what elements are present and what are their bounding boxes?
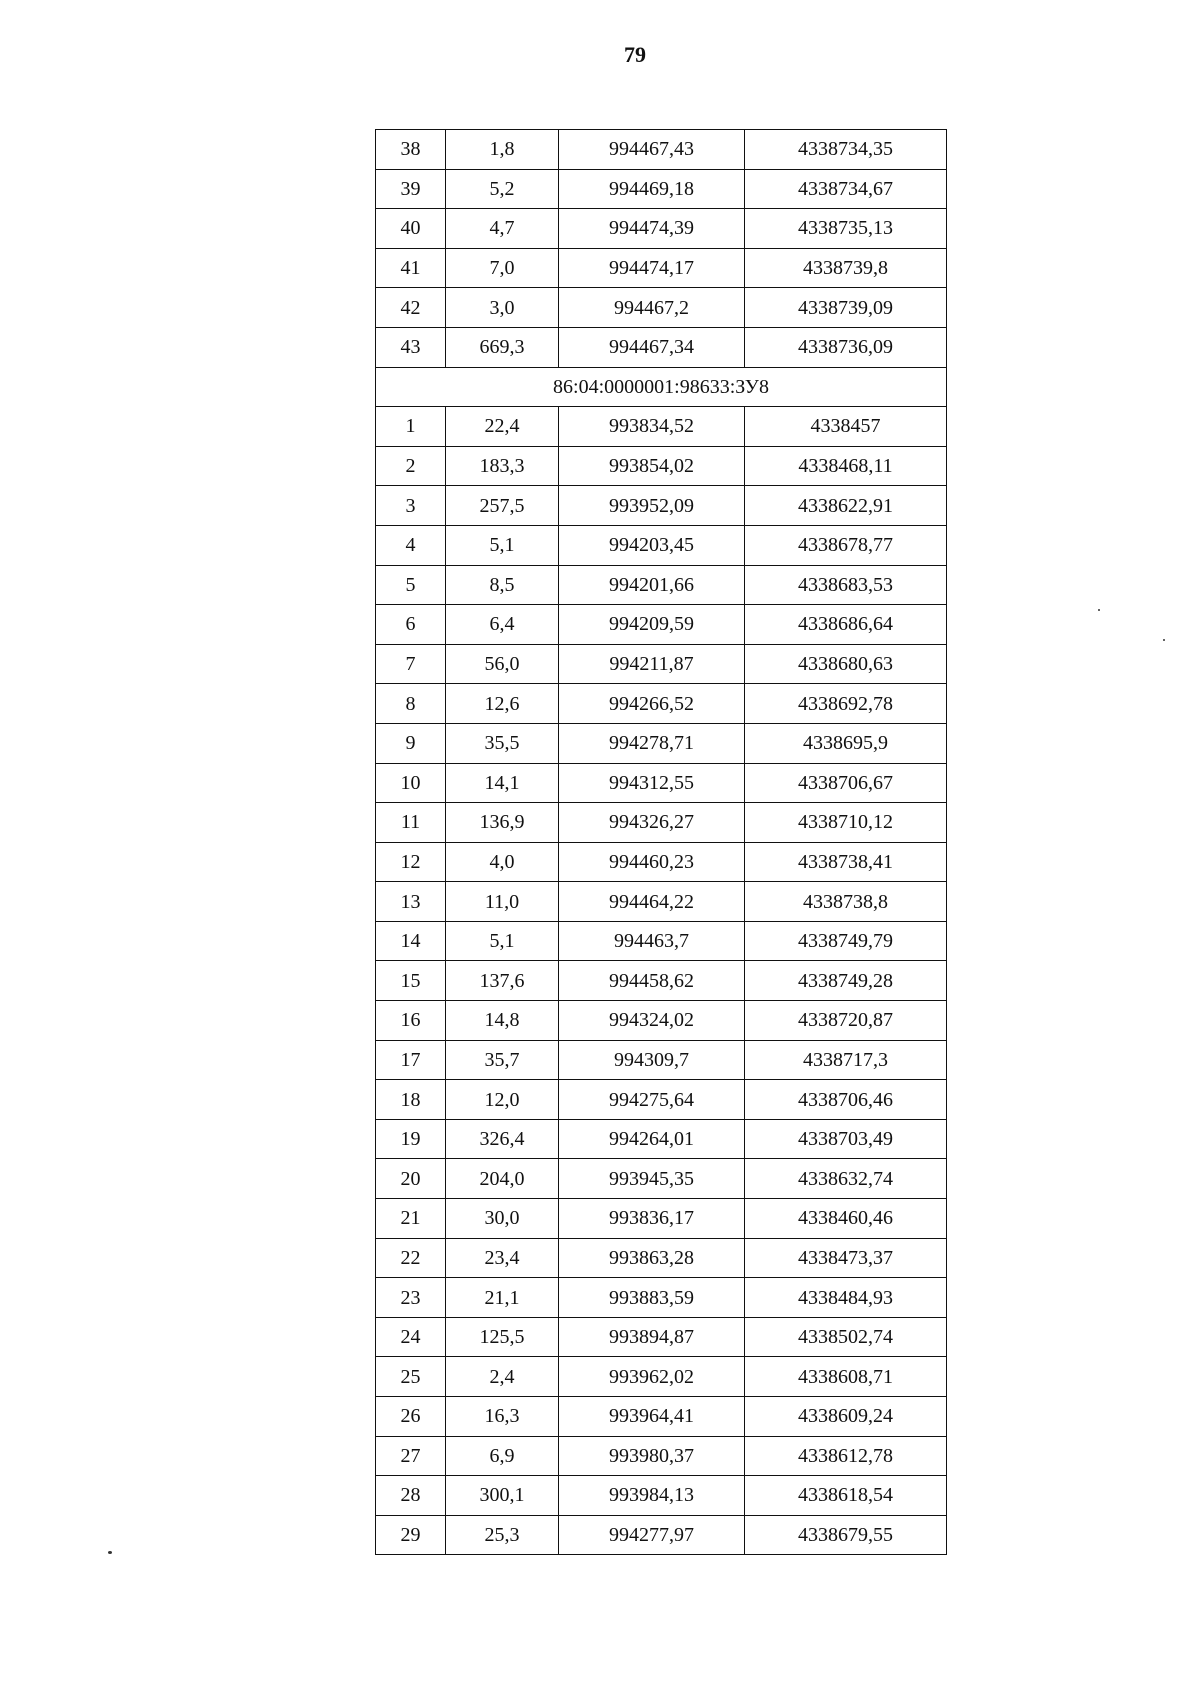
coordinates-table — [375, 129, 947, 1555]
point-number-cell: 25 — [376, 1357, 446, 1397]
point-number-cell: 3 — [376, 486, 446, 526]
y-coordinate-cell: 4338609,24 — [745, 1397, 947, 1437]
x-coordinate-cell: 994467,2 — [559, 288, 745, 328]
y-coordinate-cell: 4338618,54 — [745, 1476, 947, 1516]
y-coordinate-cell: 4338703,49 — [745, 1119, 947, 1159]
x-coordinate-cell: 994460,23 — [559, 842, 745, 882]
table-row — [376, 1159, 947, 1199]
x-coordinate-cell: 993834,52 — [559, 407, 745, 447]
x-coordinate-cell: 994211,87 — [559, 644, 745, 684]
segment-length-cell: 5,2 — [446, 169, 559, 209]
y-coordinate-cell: 4338749,79 — [745, 921, 947, 961]
y-coordinate-cell: 4338679,55 — [745, 1515, 947, 1555]
table-row — [376, 1040, 947, 1080]
segment-length-cell: 12,0 — [446, 1080, 559, 1120]
y-coordinate-cell: 4338678,77 — [745, 525, 947, 565]
x-coordinate-cell: 993962,02 — [559, 1357, 745, 1397]
segment-length-cell: 204,0 — [446, 1159, 559, 1199]
point-number-cell: 26 — [376, 1397, 446, 1437]
y-coordinate-cell: 4338739,8 — [745, 248, 947, 288]
y-coordinate-cell: 4338473,37 — [745, 1238, 947, 1278]
table-row — [376, 605, 947, 645]
y-coordinate-cell: 4338734,67 — [745, 169, 947, 209]
x-coordinate-cell: 993836,17 — [559, 1199, 745, 1239]
segment-length-cell: 5,1 — [446, 921, 559, 961]
x-coordinate-cell: 994266,52 — [559, 684, 745, 724]
point-number-cell: 20 — [376, 1159, 446, 1199]
section-header-row — [376, 367, 947, 407]
y-coordinate-cell: 4338738,41 — [745, 842, 947, 882]
x-coordinate-cell: 994467,43 — [559, 130, 745, 170]
segment-length-cell: 6,9 — [446, 1436, 559, 1476]
x-coordinate-cell: 994324,02 — [559, 1001, 745, 1041]
y-coordinate-cell: 4338484,93 — [745, 1278, 947, 1318]
table-row — [376, 763, 947, 803]
x-coordinate-cell: 993863,28 — [559, 1238, 745, 1278]
table-row — [376, 209, 947, 249]
y-coordinate-cell: 4338710,12 — [745, 803, 947, 843]
y-coordinate-cell: 4338739,09 — [745, 288, 947, 328]
x-coordinate-cell: 994463,7 — [559, 921, 745, 961]
point-number-cell: 1 — [376, 407, 446, 447]
point-number-cell: 14 — [376, 921, 446, 961]
table-row — [376, 1199, 947, 1239]
segment-length-cell: 21,1 — [446, 1278, 559, 1318]
y-coordinate-cell: 4338734,35 — [745, 130, 947, 170]
segment-length-cell: 4,7 — [446, 209, 559, 249]
point-number-cell: 39 — [376, 169, 446, 209]
table-row — [376, 1515, 947, 1555]
y-coordinate-cell: 4338683,53 — [745, 565, 947, 605]
point-number-cell: 11 — [376, 803, 446, 843]
y-coordinate-cell: 4338686,64 — [745, 605, 947, 645]
table-row — [376, 644, 947, 684]
segment-length-cell: 14,1 — [446, 763, 559, 803]
point-number-cell: 12 — [376, 842, 446, 882]
x-coordinate-cell: 994275,64 — [559, 1080, 745, 1120]
point-number-cell: 29 — [376, 1515, 446, 1555]
point-number-cell: 17 — [376, 1040, 446, 1080]
x-coordinate-cell: 993964,41 — [559, 1397, 745, 1437]
table-row — [376, 1357, 947, 1397]
point-number-cell: 13 — [376, 882, 446, 922]
point-number-cell: 6 — [376, 605, 446, 645]
x-coordinate-cell: 993883,59 — [559, 1278, 745, 1318]
segment-length-cell: 7,0 — [446, 248, 559, 288]
table-row — [376, 921, 947, 961]
point-number-cell: 23 — [376, 1278, 446, 1318]
segment-length-cell: 1,8 — [446, 130, 559, 170]
point-number-cell: 28 — [376, 1476, 446, 1516]
table-row — [376, 288, 947, 328]
table-row — [376, 130, 947, 170]
y-coordinate-cell: 4338457 — [745, 407, 947, 447]
table-row — [376, 684, 947, 724]
x-coordinate-cell: 994469,18 — [559, 169, 745, 209]
y-coordinate-cell: 4338735,13 — [745, 209, 947, 249]
point-number-cell: 5 — [376, 565, 446, 605]
segment-length-cell: 35,5 — [446, 723, 559, 763]
segment-length-cell: 5,1 — [446, 525, 559, 565]
section-header-body — [376, 367, 947, 407]
table-row — [376, 882, 947, 922]
x-coordinate-cell: 994474,39 — [559, 209, 745, 249]
table-row — [376, 961, 947, 1001]
x-coordinate-cell: 993894,87 — [559, 1317, 745, 1357]
x-coordinate-cell: 993980,37 — [559, 1436, 745, 1476]
table-row — [376, 1119, 947, 1159]
y-coordinate-cell: 4338608,71 — [745, 1357, 947, 1397]
table-row — [376, 525, 947, 565]
point-number-cell: 15 — [376, 961, 446, 1001]
segment-length-cell: 125,5 — [446, 1317, 559, 1357]
segment-length-cell: 22,4 — [446, 407, 559, 447]
point-number-cell: 19 — [376, 1119, 446, 1159]
y-coordinate-cell: 4338612,78 — [745, 1436, 947, 1476]
y-coordinate-cell: 4338622,91 — [745, 486, 947, 526]
x-coordinate-cell: 993854,02 — [559, 446, 745, 486]
y-coordinate-cell: 4338706,67 — [745, 763, 947, 803]
y-coordinate-cell: 4338692,78 — [745, 684, 947, 724]
y-coordinate-cell: 4338695,9 — [745, 723, 947, 763]
table-row — [376, 327, 947, 367]
y-coordinate-cell: 4338720,87 — [745, 1001, 947, 1041]
point-number-cell: 21 — [376, 1199, 446, 1239]
table-row — [376, 1317, 947, 1357]
x-coordinate-cell: 994326,27 — [559, 803, 745, 843]
table-row — [376, 1476, 947, 1516]
scan-speck — [1098, 609, 1100, 611]
x-coordinate-cell: 994277,97 — [559, 1515, 745, 1555]
table-row — [376, 1080, 947, 1120]
segment-length-cell: 183,3 — [446, 446, 559, 486]
segment-length-cell: 326,4 — [446, 1119, 559, 1159]
y-coordinate-cell: 4338736,09 — [745, 327, 947, 367]
section-label: 86:04:0000001:98633:ЗУ8 — [376, 367, 947, 407]
y-coordinate-cell: 4338460,46 — [745, 1199, 947, 1239]
scan-speck — [1163, 639, 1165, 641]
point-number-cell: 2 — [376, 446, 446, 486]
table-row — [376, 803, 947, 843]
table-row — [376, 169, 947, 209]
y-coordinate-cell: 4338680,63 — [745, 644, 947, 684]
point-number-cell: 40 — [376, 209, 446, 249]
point-number-cell: 7 — [376, 644, 446, 684]
x-coordinate-cell: 994278,71 — [559, 723, 745, 763]
x-coordinate-cell: 994464,22 — [559, 882, 745, 922]
table-row — [376, 446, 947, 486]
point-number-cell: 22 — [376, 1238, 446, 1278]
segment-length-cell: 11,0 — [446, 882, 559, 922]
x-coordinate-cell: 994312,55 — [559, 763, 745, 803]
table-row — [376, 1397, 947, 1437]
y-coordinate-cell: 4338706,46 — [745, 1080, 947, 1120]
segment-length-cell: 14,8 — [446, 1001, 559, 1041]
table-row — [376, 723, 947, 763]
x-coordinate-cell: 993984,13 — [559, 1476, 745, 1516]
table-body-before — [376, 130, 947, 368]
y-coordinate-cell: 4338632,74 — [745, 1159, 947, 1199]
x-coordinate-cell: 994467,34 — [559, 327, 745, 367]
table-body-after — [376, 407, 947, 1555]
y-coordinate-cell: 4338738,8 — [745, 882, 947, 922]
table-row — [376, 1436, 947, 1476]
x-coordinate-cell: 993945,35 — [559, 1159, 745, 1199]
segment-length-cell: 6,4 — [446, 605, 559, 645]
segment-length-cell: 3,0 — [446, 288, 559, 328]
point-number-cell: 18 — [376, 1080, 446, 1120]
point-number-cell: 24 — [376, 1317, 446, 1357]
x-coordinate-cell: 994309,7 — [559, 1040, 745, 1080]
segment-length-cell: 12,6 — [446, 684, 559, 724]
point-number-cell: 8 — [376, 684, 446, 724]
x-coordinate-cell: 993952,09 — [559, 486, 745, 526]
x-coordinate-cell: 994474,17 — [559, 248, 745, 288]
x-coordinate-cell: 994209,59 — [559, 605, 745, 645]
point-number-cell: 43 — [376, 327, 446, 367]
point-number-cell: 42 — [376, 288, 446, 328]
point-number-cell: 16 — [376, 1001, 446, 1041]
y-coordinate-cell: 4338468,11 — [745, 446, 947, 486]
y-coordinate-cell: 4338717,3 — [745, 1040, 947, 1080]
segment-length-cell: 300,1 — [446, 1476, 559, 1516]
table-row — [376, 842, 947, 882]
x-coordinate-cell: 994203,45 — [559, 525, 745, 565]
point-number-cell: 41 — [376, 248, 446, 288]
point-number-cell: 9 — [376, 723, 446, 763]
point-number-cell: 4 — [376, 525, 446, 565]
x-coordinate-cell: 994458,62 — [559, 961, 745, 1001]
segment-length-cell: 16,3 — [446, 1397, 559, 1437]
table-row — [376, 1001, 947, 1041]
table-row — [376, 486, 947, 526]
segment-length-cell: 23,4 — [446, 1238, 559, 1278]
segment-length-cell: 136,9 — [446, 803, 559, 843]
table-row — [376, 407, 947, 447]
segment-length-cell: 4,0 — [446, 842, 559, 882]
segment-length-cell: 2,4 — [446, 1357, 559, 1397]
segment-length-cell: 8,5 — [446, 565, 559, 605]
segment-length-cell: 25,3 — [446, 1515, 559, 1555]
segment-length-cell: 137,6 — [446, 961, 559, 1001]
segment-length-cell: 30,0 — [446, 1199, 559, 1239]
point-number-cell: 38 — [376, 130, 446, 170]
scan-speck — [108, 1551, 112, 1554]
segment-length-cell: 56,0 — [446, 644, 559, 684]
x-coordinate-cell: 994264,01 — [559, 1119, 745, 1159]
segment-length-cell: 35,7 — [446, 1040, 559, 1080]
page-number: 79 — [624, 42, 646, 67]
table-row — [376, 565, 947, 605]
table-row — [376, 1238, 947, 1278]
point-number-cell: 10 — [376, 763, 446, 803]
segment-length-cell: 669,3 — [446, 327, 559, 367]
segment-length-cell: 257,5 — [446, 486, 559, 526]
y-coordinate-cell: 4338502,74 — [745, 1317, 947, 1357]
table-row — [376, 248, 947, 288]
point-number-cell: 27 — [376, 1436, 446, 1476]
table-row — [376, 1278, 947, 1318]
y-coordinate-cell: 4338749,28 — [745, 961, 947, 1001]
x-coordinate-cell: 994201,66 — [559, 565, 745, 605]
